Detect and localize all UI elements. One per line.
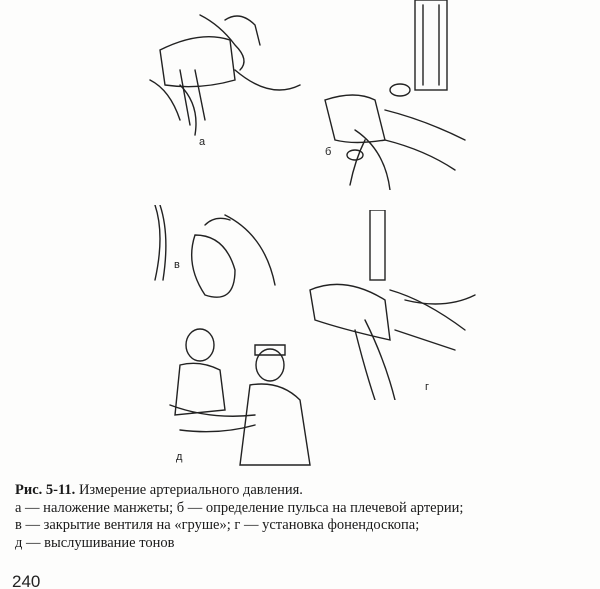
illustration-panel-v bbox=[145, 205, 285, 315]
panel-label-d: д bbox=[176, 451, 183, 463]
illustration-panel-a bbox=[140, 10, 310, 140]
panel-label-v: в bbox=[174, 259, 180, 271]
illustration-panel-b bbox=[315, 0, 485, 190]
panel-label-g: г bbox=[425, 381, 430, 393]
figure-number: Рис. 5-11. bbox=[15, 482, 76, 498]
panel-label-a: а bbox=[199, 136, 206, 148]
figure-title: Измерение артериального давления. bbox=[78, 482, 303, 498]
caption-line: а — наложение манжеты; б — определение пульса на плечевой артерии; bbox=[15, 499, 464, 516]
caption-line: в — закрытие вентиля на «груше»; г — установка фонендоскопа; bbox=[15, 517, 420, 533]
caption-line: д — выслушивание тонов bbox=[15, 534, 175, 551]
illustration-panel-d bbox=[160, 320, 320, 470]
figure-caption bbox=[15, 482, 463, 552]
page-number: 240 bbox=[12, 572, 41, 589]
illustration-panel-g bbox=[305, 210, 485, 400]
panel-label-b: б bbox=[325, 146, 332, 158]
